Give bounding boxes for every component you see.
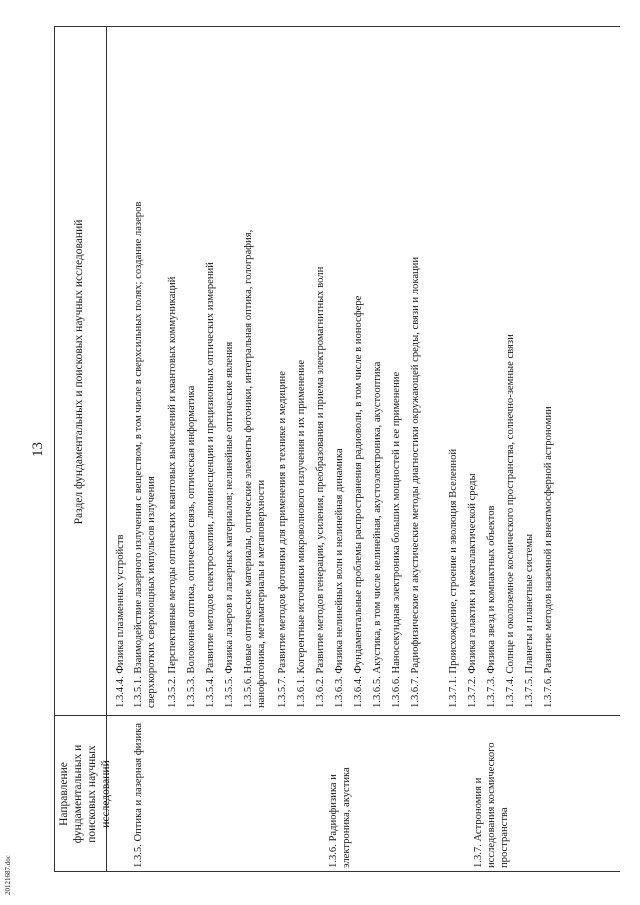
table-row: 1.3.5.2. Перспективные методы оптических квантовых вычислений и квантовых коммуникаций	[167, 276, 178, 708]
file-name-footer: 20121687.doc	[4, 855, 12, 895]
table-row: 1.3.6.7. Радиофизические и акустические методы диагностики окружающей среды, связи и локации	[410, 256, 421, 708]
page-number: 13	[30, 442, 46, 457]
table-row: 1.3.7.5. Планеты и планетные системы	[524, 533, 535, 708]
table-top-border	[54, 27, 55, 872]
table-row: 1.3.5.1. Взаимодействие лазерного излучения с веществом, в том числе в сверхсильных полях; создание лазеров сверхкоротких сверхмощных импульсов излучения	[133, 201, 157, 708]
table-row: 1.3.7.2. Физика галактик и межгалактической среды	[467, 473, 478, 708]
table-row: 1.3.5.6. Новые оптические материалы, оптические элементы фотоники, интегральная оптика, голография, нанофотоника, метаматериалы и метаповерхности	[243, 229, 267, 708]
table-row: 1.3.6.4. Фундаментальные проблемы распространения радиоволн, в том числе в ионосфере	[353, 295, 364, 708]
table-row: 1.3.6.6. Наносекундная электроника больших мощностей и ее применение	[391, 371, 402, 708]
direction-astronomy: 1.3.7. Астрономия и исследования космического пространства	[473, 742, 510, 868]
header-section: Раздел фундаментальных и поисковых научных исследований	[73, 219, 85, 525]
table-row: 1.3.5.4. Развитие методов спектроскопии, люминесценции и прецизионных оптических измерений	[205, 262, 216, 708]
table-row: 1.3.6.2. Развитие методов генерации, усиления, преобразования и приема электромагнитных волн	[315, 266, 326, 708]
table-row: 1.3.6.3. Физика нелинейных волн и нелинейная динамика	[334, 448, 345, 708]
table-row: 1.3.7.1. Происхождение, строение и эволюция Вселенной	[448, 448, 459, 708]
table-row: 1.3.6.5. Акустика, в том числе нелинейная, акустоэлектроника, акустооптика	[372, 361, 383, 708]
table-right-border	[54, 26, 620, 27]
table-row: 1.3.5.7. Развитие методов фотоники для применения в технике и медицине	[277, 371, 288, 708]
column-divider	[54, 715, 620, 716]
research-table	[54, 27, 620, 872]
table-row: 1.3.7.4. Солнце и околоземное космического пространства, солнечно-земные связи	[505, 334, 516, 708]
table-row: 1.3.7.6. Развитие методов наземной и внеатмосферной астрономии	[543, 406, 554, 708]
table-row: 1.3.4.4. Физика плазменных устройств	[115, 534, 126, 708]
header-direction: Направление фундаментальных и поисковых научных исследований	[58, 744, 112, 844]
table-left-border	[54, 871, 620, 872]
table-row: 1.3.5.5. Физика лазеров и лазерных материалов; нелинейные оптические явления	[224, 341, 235, 708]
rotated-page	[20, 27, 620, 872]
direction-optics: 1.3.5. Оптика и лазерная физика	[133, 723, 144, 868]
table-row: 1.3.6.1. Когерентные источники микроволнового излучения и их применение	[296, 359, 307, 708]
direction-radiophysics: 1.3.6. Радиофизика и электроника, акустика	[328, 767, 352, 868]
table-row: 1.3.7.3. Физика звезд и компактных объектов	[486, 505, 497, 708]
table-row: 1.3.5.3. Волоконная оптика, оптическая связь, оптическая информатика	[186, 385, 197, 708]
